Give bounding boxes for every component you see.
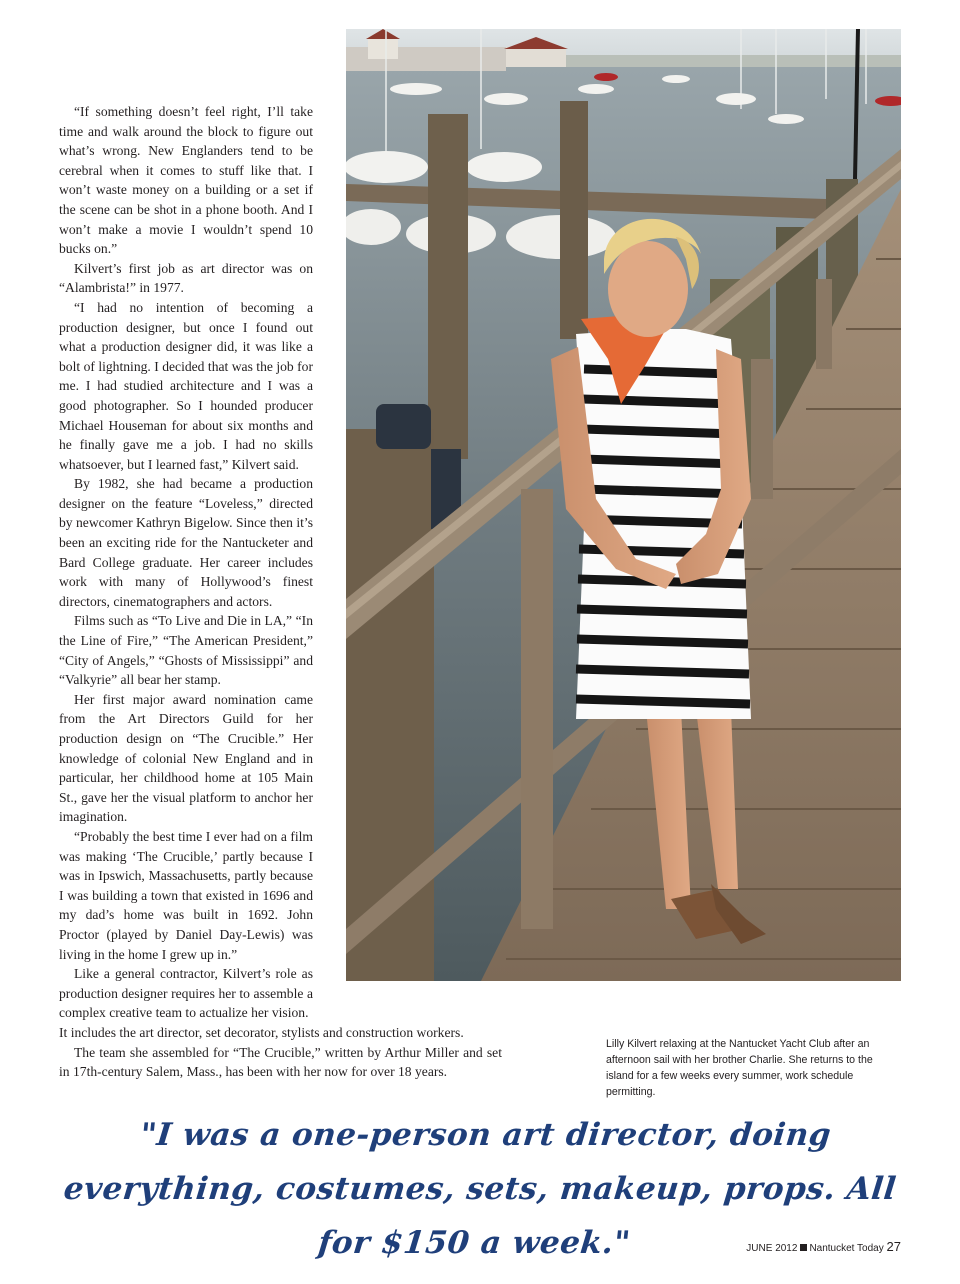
dock-photo-illustration xyxy=(346,29,901,981)
publication-name: Nantucket Today xyxy=(809,1243,884,1254)
article-paragraph: It includes the art director, set decorator, stylists and construction workers. xyxy=(59,1024,464,1040)
article-body xyxy=(59,102,502,1082)
article-paragraph: Kilvert’s first job as art director was on “Alambrista!” in 1977. xyxy=(59,260,313,296)
article-paragraph: Her first major award nomination came from the Art Directors Guild for her production design on “The Crucible.” Her knowledge of colonial New England and in particular, her childhood home at 105 Main St., gave her the visual platform to anchor her imagination. xyxy=(59,691,313,825)
article-paragraph: Like a general contractor, Kilvert’s role as production designer requires her to assemble a complex creative team to actualize her vision. xyxy=(59,966,313,1021)
article-paragraph: Films such as “To Live and Die in LA,” “In the Line of Fire,” “The American President,” “City of Angels,” “Ghosts of Mississippi” and “Valkyrie” all bear her stamp. xyxy=(59,613,313,688)
feature-photo xyxy=(346,29,901,981)
article-paragraph: By 1982, she had became a production designer on the feature “Loveless,” directed by newcomer Kathryn Bigelow. Since then it’s been an exciting ride for the Nantucketer and Bard College graduate. Her career includes work with many of Hollywood’s finest directors, cinematographers and actors. xyxy=(59,476,313,609)
article-paragraph: “If something doesn’t feel right, I’ll take time and walk around the block to figure out what’s wrong. New Englanders tend to be cerebral when it comes to stuff like that. I won’t waste money on a building or a set if the scene can be shot in a phone booth. And I won’t make a movie I wouldn’t spend 10 bucks on.” xyxy=(59,104,313,257)
page-footer xyxy=(746,1239,901,1254)
article-paragraph: The team she assembled for “The Crucible,” written by Arthur Miller and set in 17th-century Salem, Mass., has been with her now for over 18 years. xyxy=(59,1044,502,1080)
page-number: 27 xyxy=(886,1239,901,1254)
pull-quote: "I was a one-person art director, doing everything, costumes, sets, makeup, props. All for $150 a week." xyxy=(62,1117,898,1261)
article-paragraph: “I had no intention of becoming a production designer, but once I found out what a production designer did, it was like a bolt of lightning. I decided that was the job for me. I had studied architecture and I was a good photographer. So I hounded producer Michael Houseman for about six months and he finally gave me a job. I had no skills whatsoever, but I learned fast,” Kilvert said. xyxy=(59,299,313,472)
article-paragraph: “Probably the best time I ever had on a film was making ‘The Crucible,’ partly because I was in Ipswich, Massachusetts, partly because I was building a town that existed in 1696 and my dad’s home was built in 1692. John Proctor (played by Daniel Day-Lewis) was living in the home I grew up in.” xyxy=(59,828,313,962)
issue-date: JUNE 2012 xyxy=(746,1243,798,1254)
photo-caption: Lilly Kilvert relaxing at the Nantucket Yacht Club after an afternoon sail with her brother Charlie. She returns to the island for a few weeks every summer, work schedule permitting. xyxy=(606,1038,873,1098)
square-bullet-icon xyxy=(800,1244,807,1251)
